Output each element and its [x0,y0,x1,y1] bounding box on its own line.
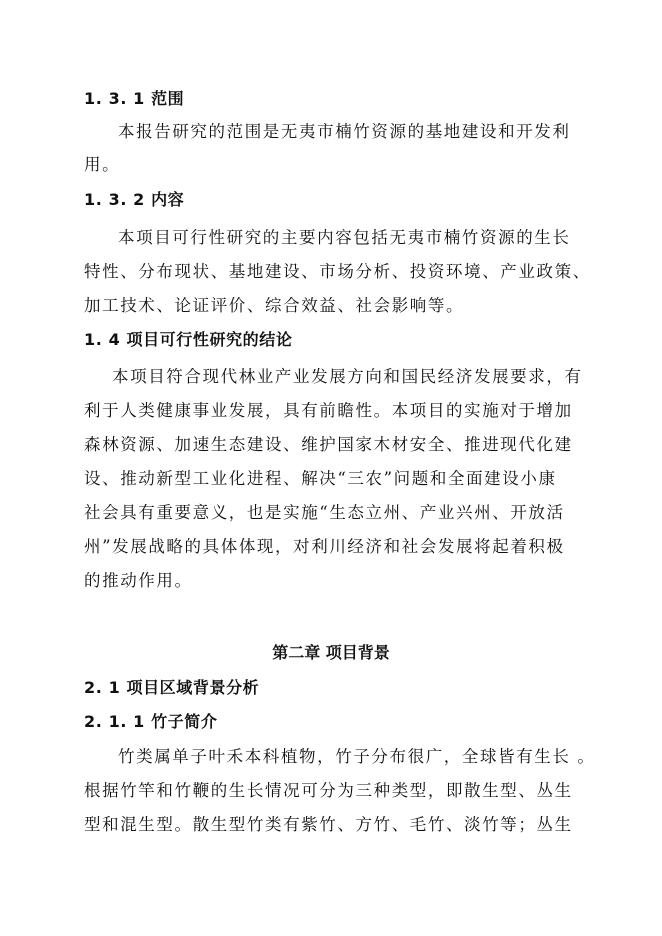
heading-2-1: 2. 1 项目区域背景分析 [84,678,260,697]
heading-1-3-2: 1. 3. 2 内容 [84,190,185,209]
paragraph-line: 竹类属单子叶禾本科植物，竹子分布很广，全球皆有生长 。 [118,747,596,766]
paragraph-line: 本报告研究的范围是无夷市楠竹资源的基地建设和开发利 [118,122,571,141]
paragraph-line: 设、推动新型工业化进程、解决“三农”问题和全面建设小康 [84,469,557,488]
paragraph-line: 州”发展战略的具体体现，对利川经济和社会发展将起着积极 [84,537,565,556]
paragraph-line: 根据竹竿和竹鞭的生长情况可分为三种类型，即散生型、丛生 [84,781,573,800]
paragraph-line: 本项目符合现代林业产业发展方向和国民经济发展要求，有 [112,367,583,386]
heading-1-3-1: 1. 3. 1 范围 [84,89,185,108]
heading-2-1-1: 2. 1. 1 竹子简介 [84,712,218,731]
paragraph-line: 加工技术、论证评价、综合效益、社会影响等。 [84,296,465,315]
paragraph-line: 本项目可行性研究的主要内容包括无夷市楠竹资源的生长 [118,228,571,247]
paragraph-line: 用。 [84,155,121,174]
paragraph-line: 利于人类健康事业发展，具有前瞻性。本项目的实施对于增加 [84,401,573,420]
paragraph-line: 森林资源、加速生态建设、维护国家木材安全、推进现代化建 [84,435,573,454]
chapter-title: 第二章 项目背景 [272,643,390,662]
paragraph-line: 社会具有重要意义，也是实施“生态立州、产业兴州、开放活 [84,503,565,522]
paragraph-line: 型和混生型。散生型竹类有紫竹、方竹、毛竹、淡竹等；丛生 [84,815,573,834]
paragraph-line: 的推动作用。 [84,571,193,590]
paragraph-line: 特性、分布现状、基地建设、市场分析、投资环境、产业政策、 [84,262,591,281]
heading-1-4: 1. 4 项目可行性研究的结论 [84,330,293,349]
